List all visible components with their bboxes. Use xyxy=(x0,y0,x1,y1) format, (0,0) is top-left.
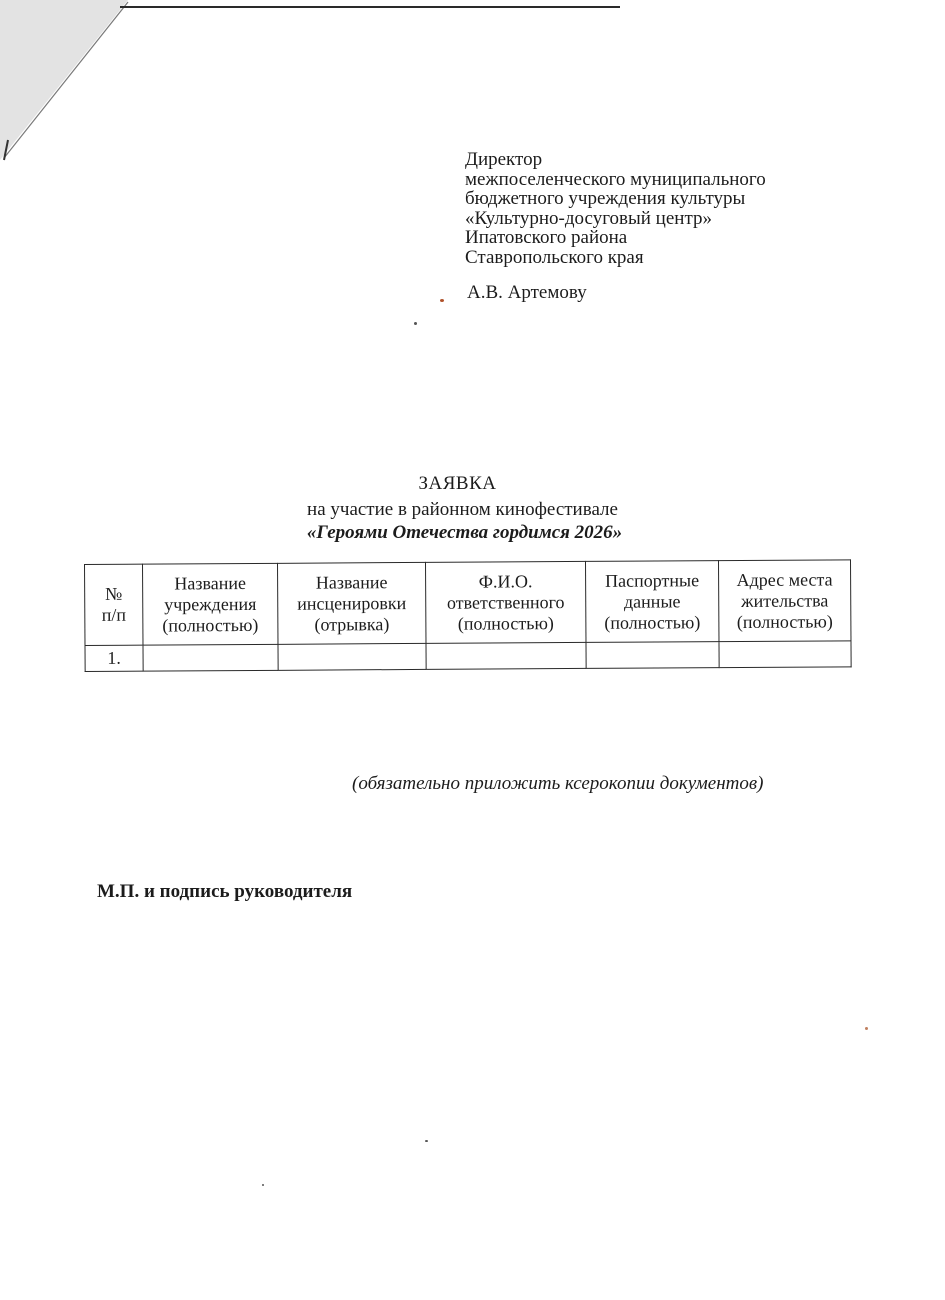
table-cell xyxy=(426,642,586,669)
addressee-line: Директор xyxy=(465,149,543,170)
table-row xyxy=(85,641,851,672)
header-text: жительства xyxy=(741,589,829,611)
document-title: ЗАЯВКА xyxy=(418,473,497,494)
header-text: (отрывка) xyxy=(314,613,390,635)
table-cell: 1. xyxy=(85,645,143,671)
header-text: (полностью) xyxy=(457,612,554,634)
header-passport xyxy=(585,561,718,643)
header-text: инсценировки xyxy=(297,592,407,614)
festival-name: «Героями Отечества гордимся 2026» xyxy=(306,522,623,543)
table-cell xyxy=(143,644,278,671)
addressee-block xyxy=(465,150,766,267)
scan-corner-shadow xyxy=(0,0,130,170)
application-table xyxy=(84,559,852,672)
scan-speck xyxy=(425,1140,428,1142)
table-cell xyxy=(719,641,851,668)
addressee-line: Ипатовского района xyxy=(465,227,628,248)
document-subtitle: на участие в районном кинофестивале xyxy=(307,499,618,520)
addressee-line: бюджетного учреждения культуры xyxy=(465,188,746,209)
header-text: Паспортные xyxy=(605,569,700,591)
header-staging xyxy=(277,562,425,644)
scan-edge-line xyxy=(120,6,620,8)
header-text: учреждения xyxy=(164,593,257,615)
header-text: (полностью) xyxy=(736,610,833,632)
header-address xyxy=(718,560,850,642)
attachment-note: (обязательно приложить ксерокопии документов) xyxy=(352,773,764,794)
header-institution xyxy=(143,563,278,645)
header-text: Название xyxy=(315,571,388,593)
scan-speck xyxy=(440,299,444,302)
header-text: Адрес места xyxy=(736,568,833,590)
scan-speck xyxy=(865,1027,868,1030)
recipient-name: А.В. Артемову xyxy=(467,282,587,303)
table-cell xyxy=(586,642,719,669)
addressee-line: межпоселенческого муниципального xyxy=(465,168,766,190)
header-text: данные xyxy=(623,590,681,612)
header-text: Название xyxy=(174,572,246,593)
scan-speck xyxy=(414,322,417,325)
header-text: ответственного xyxy=(446,591,565,613)
table-cell xyxy=(278,643,426,670)
header-text: Ф.И.О. xyxy=(478,570,533,592)
header-text: (полностью) xyxy=(604,611,701,633)
scan-speck xyxy=(262,1184,264,1186)
table-header-row xyxy=(85,560,851,646)
signature-line: М.П. и подпись руководителя xyxy=(97,881,353,902)
header-text: п/п xyxy=(101,604,127,625)
addressee-line: «Культурно-досуговый центр» xyxy=(465,207,712,229)
header-text: (полностью) xyxy=(162,614,259,636)
header-number xyxy=(85,564,143,645)
addressee-line: Ставропольского края xyxy=(465,246,644,268)
header-text: № xyxy=(105,583,123,604)
header-responsive-person xyxy=(425,561,585,643)
